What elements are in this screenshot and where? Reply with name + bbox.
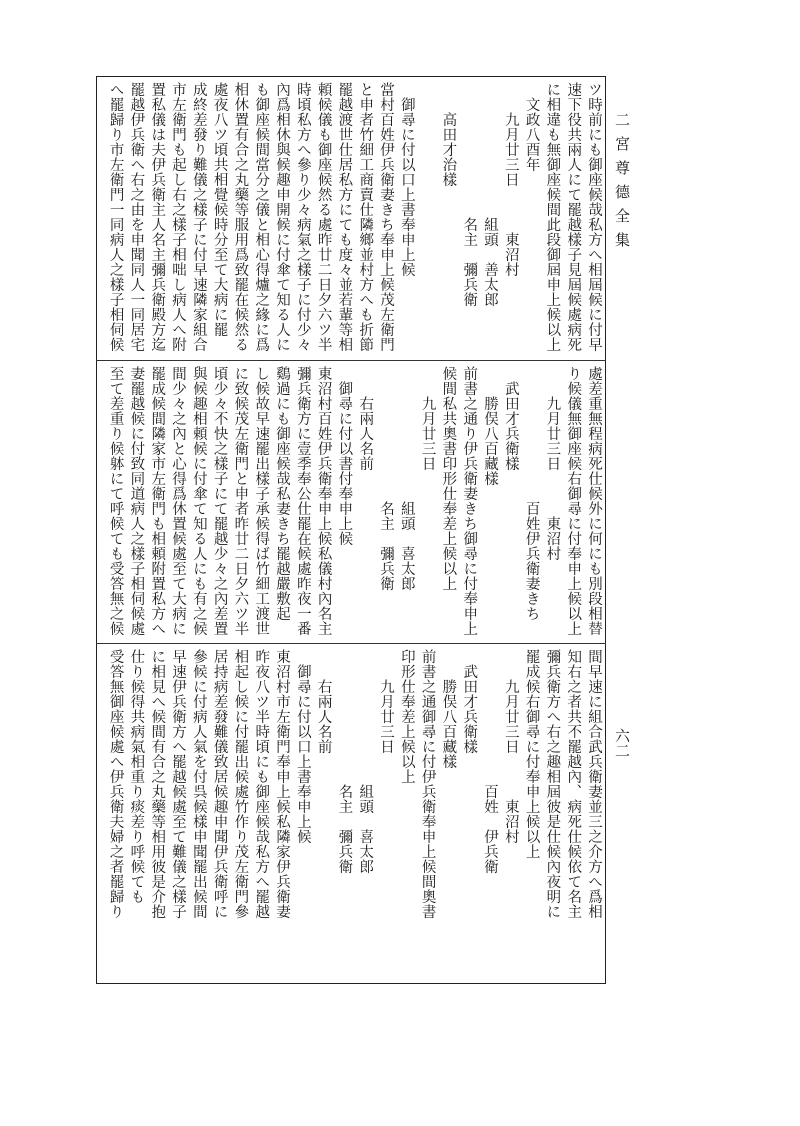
page-number: 六二 — [613, 728, 631, 758]
text-column: 妻罷越候に付致同道病人之樣子相伺候處 — [128, 366, 145, 636]
text-column: 東沼村百姓伊兵衛奉申上候私儀村內名主 — [315, 366, 332, 636]
text-section-1 — [104, 82, 604, 356]
text-column: 罷成候間隣家市左衛門も相頼附置私方へ — [149, 366, 166, 636]
text-column: 御尋に付以口上書奉申上候 — [294, 664, 311, 844]
text-column: 受答無御座候處へ伊兵衛夫婦之者罷歸り — [107, 649, 124, 919]
text-column: 時頃私方へ參り少々病氣之樣子に付少々 — [294, 82, 311, 352]
text-column: 右兩人名前 — [357, 396, 374, 471]
text-column: へ罷歸り市左衛門一同病人之樣子相伺候 — [107, 82, 124, 352]
text-column: 文政八酉年 — [523, 97, 540, 172]
text-column: 組頭 喜太郎 — [357, 694, 374, 874]
text-column: 御尋に付以書付奉申上候 — [336, 381, 353, 546]
text-column: 印形仕奉差上候以上 — [398, 649, 415, 784]
text-column: 前書之通御尋に付伊兵衛奉申上候間奧書 — [419, 649, 436, 919]
text-column: も御座候間當分之儀と相心得爐之緣に爲 — [253, 82, 270, 352]
text-column: 組頭 善太郎 — [482, 127, 498, 307]
text-column: 間早速に組合武兵衛妻並三之介方へ爲相 — [586, 649, 602, 919]
text-column: 組頭 喜太郎 — [398, 411, 415, 591]
text-column: 相起し候に付罷出候處竹作り茂左衛門參 — [232, 649, 249, 919]
text-column: 勝俣八百藏樣 — [440, 679, 457, 769]
text-column: 罷越渡世仕居私方にても度々並若輩等相 — [336, 82, 353, 352]
text-column: 右兩人名前 — [315, 679, 332, 754]
text-column: 名主 彌兵衛 — [461, 127, 478, 307]
text-column: 彌兵衛方に壹季奉公仕罷在候處昨夜一番 — [294, 366, 311, 636]
text-column: 市左衛門も起し右之樣子相咄し病人へ附 — [170, 82, 186, 352]
text-column: 高田才治樣 — [440, 112, 457, 187]
page-title: 二宮尊德全集 — [613, 112, 631, 256]
text-section-2 — [104, 366, 604, 640]
text-column: 居持病差發難儀致居候趣申聞伊兵衛呼に — [211, 649, 228, 919]
text-column: し候故早速罷出樣子承候得ば竹細工渡世 — [253, 366, 270, 636]
text-column: 內爲相休與候趣申開候に付傘て知る人に — [274, 82, 290, 352]
text-column — [418, 82, 438, 356]
text-column: 彌兵衛方へ右之趣相屆彼是仕候內夜明に — [544, 649, 561, 919]
text-column: 相休置有合之丸藥等服用爲致罷在候然る — [232, 82, 249, 352]
text-column: に致候茂左衛門と申者昨廿二日夕六ツ半 — [232, 366, 249, 636]
text-column: 當村百姓伊兵衛妻きち奉申上候茂左衛門 — [378, 82, 394, 352]
section-divider-2 — [96, 643, 606, 644]
text-column: 成終差發り難儀之樣子に付早速隣家組合 — [190, 82, 207, 352]
text-column: ツ時前にも御座候哉私方へ相屆候に付早 — [586, 82, 602, 352]
text-column: 速下役共兩人にて罷越樣子見屆候處病死 — [565, 82, 582, 352]
text-column: 頃少々不快之樣子にて罷越少々之內差置 — [211, 366, 228, 636]
text-column: 知右之者共不罷越內、病死仕候依て名主 — [565, 649, 582, 919]
text-column: 九月廿三日 東沼村 — [544, 396, 561, 561]
text-column: 九月廿三日 東沼村 — [502, 112, 519, 277]
text-column: 參候に付病人氣を付呉候樣申聞罷出候間 — [190, 649, 207, 919]
text-column: 昨夜八ツ半時頃にも御座候哉私方へ罷越 — [253, 649, 270, 919]
text-column: 鷄過にも御座候哉私妻きち罷越嚴敷起 — [274, 366, 290, 621]
text-column: 處夜八ツ頃共相覺候時分至て大病に罷 — [211, 82, 228, 337]
text-column: 九月廿三日 — [419, 396, 436, 471]
text-column: 候間私共奧書印形仕奉差上候以上 — [440, 366, 457, 591]
text-column: 置私儀は夫伊兵衛主人名主彌兵衛殿方迄 — [149, 82, 166, 352]
text-column: 百姓 伊兵衛 — [482, 694, 498, 874]
text-column: 罷成候右御尋に付奉申上候以上 — [523, 649, 540, 859]
text-column: 至て差重り候躰にて呼候ても受答無之候 — [107, 366, 124, 636]
text-section-3 — [104, 649, 604, 979]
text-column: 勝俣八百藏樣 — [482, 396, 498, 486]
text-column: り候儀無御座候右御尋に付奉申上候以上 — [565, 366, 582, 636]
text-column: 九月廿三日 — [378, 679, 394, 754]
text-column: 頼候儀も御座候然る處昨廿二日夕六ツ半 — [315, 82, 332, 352]
section-divider-1 — [96, 360, 606, 361]
text-column: 武田才兵衛樣 — [502, 381, 519, 471]
text-column: 東沼村市左衛門奉申上候私隣家伊兵衛妻 — [274, 649, 290, 919]
text-column: 前書之通り伊兵衛妻きち御尋に付奉申上 — [461, 366, 478, 636]
text-column: 間少々之內と心得爲休置候處至て大病に — [170, 366, 186, 636]
text-column: 早速伊兵衛方へ罷越候處至て難儀之樣子 — [170, 649, 186, 919]
text-column: 與候趣相頼候に付傘て知る人にも有之候 — [190, 366, 207, 636]
text-column: に相見へ候間有合之丸藥等相用彼是介抱 — [149, 649, 166, 919]
text-column: 九月廿三日 東沼村 — [502, 679, 519, 844]
text-column: 罷越伊兵衛へ右之由を申聞同人一同居宅 — [128, 82, 145, 352]
text-column: 名主 彌兵衛 — [378, 411, 394, 591]
text-column: 仕り候得共病氣相重り痰差り呼候ても — [128, 649, 145, 904]
text-column: 武田才兵衛樣 — [461, 664, 478, 754]
text-column: 處差重無程病死仕候外に何にも別段相替 — [586, 366, 602, 636]
text-column: 百姓伊兵衛妻きち — [523, 411, 540, 621]
text-column: と申者竹細工商賣仕隣鄉並村方へも折節 — [357, 82, 374, 352]
text-column: に相違も無御座候間此段御屆申上候以上 — [544, 82, 561, 352]
text-column: 御尋に付以口上書奉申上候 — [398, 97, 415, 277]
text-column: 名主 彌兵衛 — [336, 694, 353, 874]
